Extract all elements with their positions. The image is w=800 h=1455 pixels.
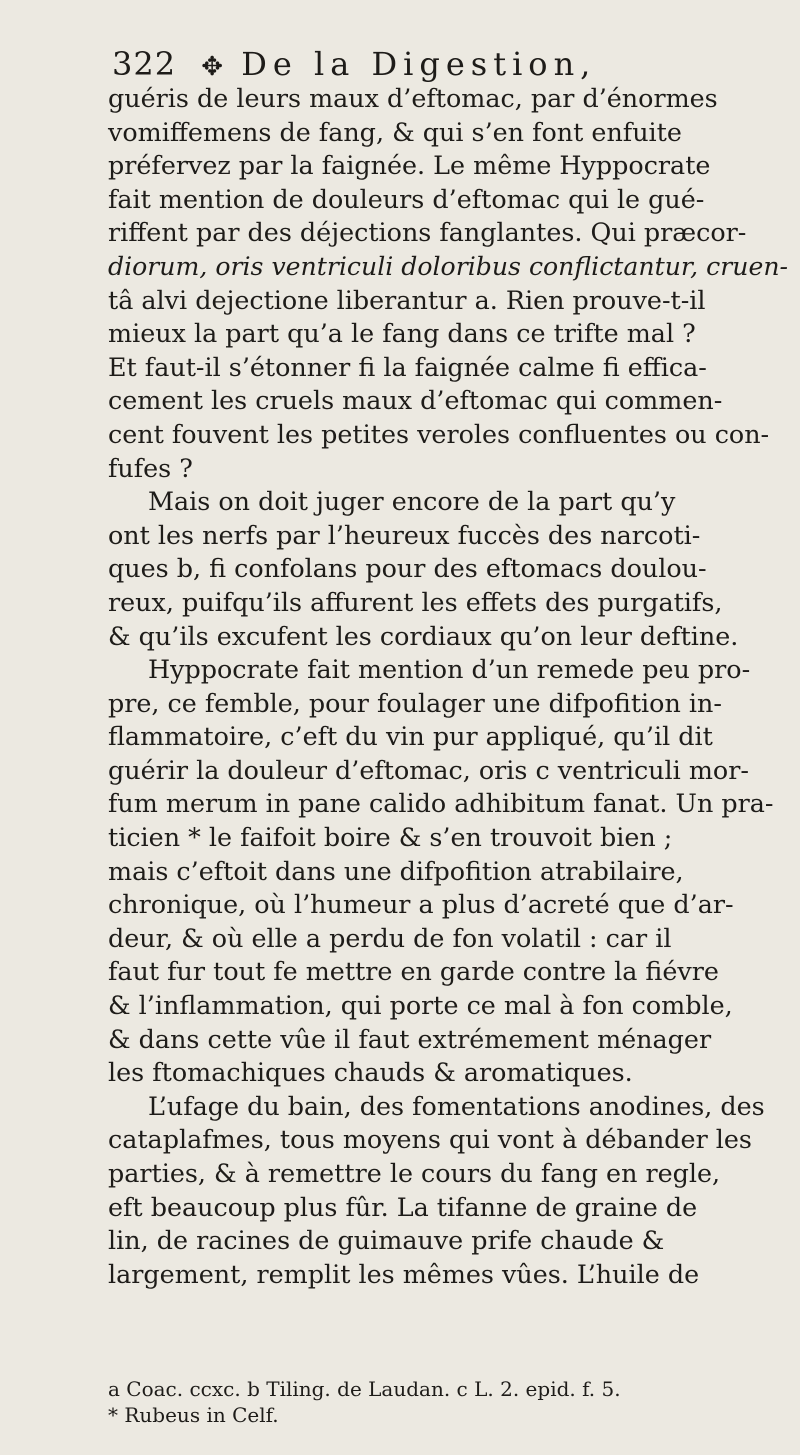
text-line: fait mention de douleurs d’eftomac qui le gué- (108, 183, 705, 214)
text-line: cement les cruels maux d’eftomac qui commen- (108, 385, 723, 416)
text-line: ont les nerfs par l’heureux fuccès des narcoti- (108, 519, 701, 550)
text-line: ticien * le faifoit boire & s’en trouvoit bien ; (108, 822, 673, 853)
text-line: fum merum in pane calido adhibitum fanat. Un pra- (108, 788, 774, 819)
text-line: guéris de leurs maux d’eftomac, par d’énormes (108, 83, 718, 113)
text-line: & l’inflammation, qui porte ce mal à fon comble, (108, 990, 733, 1021)
text-line: chronique, où l’humeur a plus d’acreté que d’ar- (108, 889, 734, 920)
text-line: mieux la part qu’a le fang dans ce trifte mal ? (108, 318, 696, 349)
text-line: eft beaucoup plus fûr. La tifanne de graine de (108, 1191, 698, 1222)
text-line: cataplafmes, tous moyens qui vont à débander les (108, 1124, 752, 1155)
running-header (112, 44, 780, 87)
text-line: flammatoire, c’eft du vin pur appliqué, qu’il dit (108, 721, 713, 752)
text-line-italic: diorum, oris ventriculi doloribus conflictantur, cruen- (108, 250, 789, 281)
text-line: faut fur tout fe mettre en garde contre la fiévre (108, 956, 719, 987)
text-line: fufes ? (108, 452, 193, 483)
text-line: & qu’ils excufent les cordiaux qu’on leur deftine. (108, 620, 739, 651)
paragraph-start-line: L’ufage du bain, des fomentations anodines, des (148, 1090, 765, 1121)
text-line: cent fouvent les petites veroles confluentes ou con- (108, 418, 770, 449)
ornament-icon: ✥ (201, 52, 225, 82)
text-line: parties, & à remettre le cours du fang en regle, (108, 1158, 721, 1188)
text-line: préfervez par la faignée. Le même Hyppocrate (108, 150, 711, 181)
text-line: tâ alvi dejectione liberantur a. Rien prouve-t-il (108, 284, 706, 315)
text-line: guérir la douleur d’eftomac, oris c ventriculi mor- (108, 754, 749, 785)
text-line: largement, remplit les mêmes vûes. L’huile de (108, 1258, 700, 1289)
paragraph-start-line: Mais on doit juger encore de la part qu’y (148, 486, 676, 517)
text-line: & dans cette vûe il faut extrémement ménager (108, 1023, 712, 1054)
footnotes (108, 1376, 788, 1428)
chapter-title: De la Digestion, (241, 45, 597, 83)
footnote-line: * Rubeus in Celf. (108, 1403, 279, 1427)
paragraph-start-line: Hyppocrate fait mention d’un remede peu pro- (148, 654, 751, 685)
text-line: mais c’eftoit dans une difpofition atrabilaire, (108, 855, 684, 886)
text-line: lin, de racines de guimauve prife chaude & (108, 1225, 665, 1256)
text-line: deur, & où elle a perdu de fon volatil : car il (108, 922, 672, 953)
text-line: ques b, fi confolans pour des eftomacs doulou- (108, 553, 707, 584)
text-line: vomiffemens de fang, & qui s’en font enfuite (108, 116, 682, 147)
page-number: 322 (112, 45, 177, 83)
text-line: les ftomachiques chauds & aromatiques. (108, 1057, 633, 1088)
text-body (108, 82, 788, 1291)
text-line: reux, puifqu’ils affurent les effets des purgatifs, (108, 586, 723, 617)
text-line: riffent par des déjections fanglantes. Qui præcor- (108, 217, 747, 248)
footnote-line: a Coac. ccxc. b Tiling. de Laudan. c L. 2. epid. f. 5. (108, 1377, 621, 1401)
text-line: pre, ce femble, pour foulager une difpofition in- (108, 687, 722, 718)
text-line: Et faut-il s’étonner fi la faignée calme fi effica- (108, 351, 707, 382)
